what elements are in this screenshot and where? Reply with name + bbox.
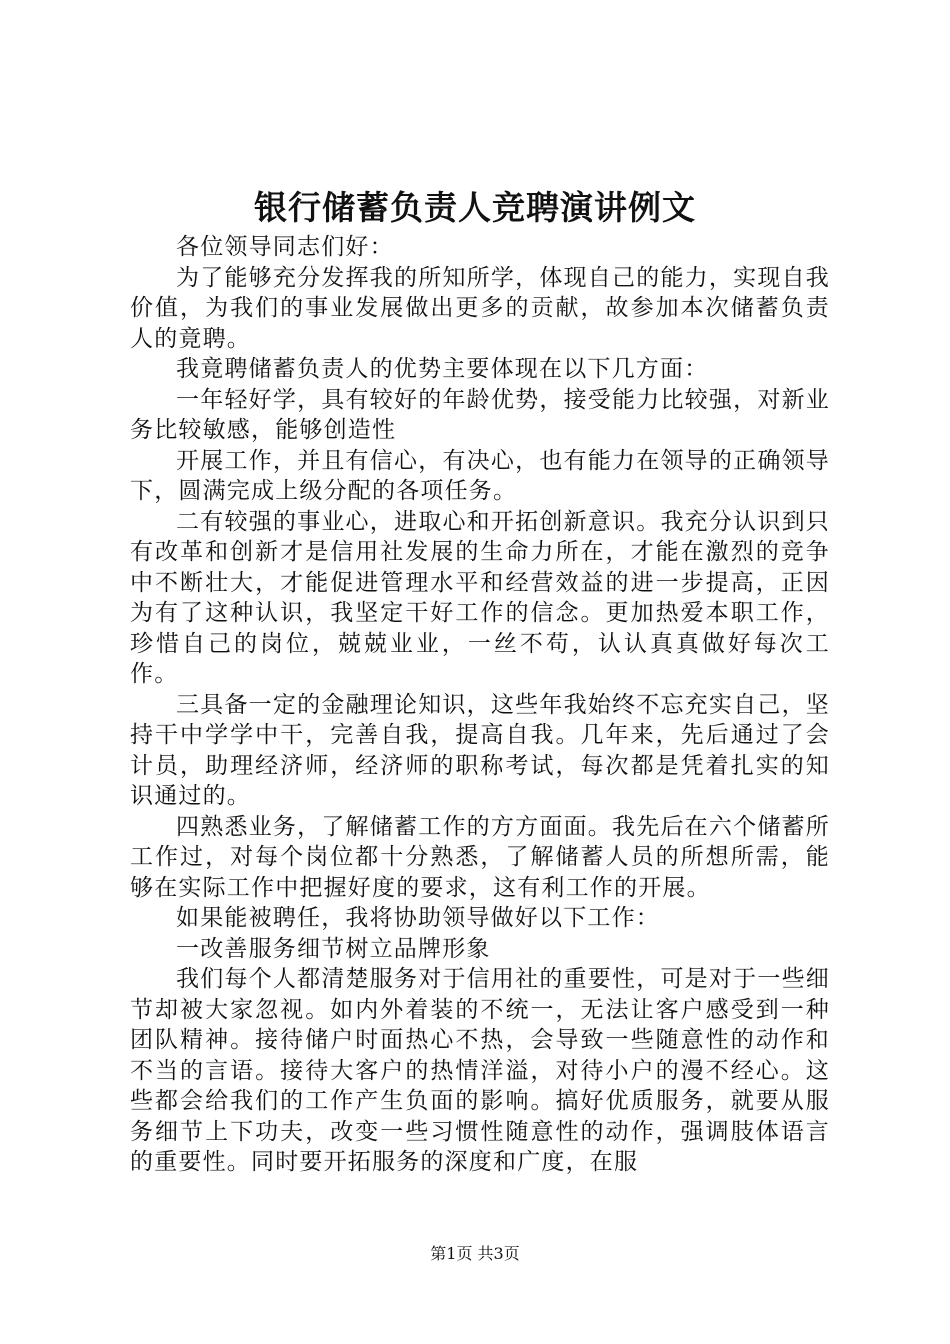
- paragraph-plan-one-heading: 一改善服务细节树立品牌形象: [176, 935, 491, 962]
- paragraph-advantage-one: 一年轻好学，具有较好的年龄优势，接受能力比较强，对新业务比较敏感，能够创造性: [130, 386, 830, 443]
- paragraph-advantage-three: 三具备一定的金融理论知识，这些年我始终不忘充实自己，坚持干中学学中干，完善自我，提高自我。几年来，先后通过了会计员，助理经济师，经济师的职称考试，每次都是凭着扎实的知识通过的。: [130, 691, 830, 809]
- document-title: 银行储蓄负责人竞聘演讲例文: [254, 188, 696, 227]
- paragraph-advantages-heading: 我竟聘储蓄负责人的优势主要体现在以下几方面：: [176, 356, 709, 382]
- paragraph-plan-one-body: 我们每个人都清楚服务对于信用社的重要性，可是对于一些细节却被大家忽视。如内外着装的不统一，无法让客户感受到一种团队精神。接待储户时面热心不热，会导致一些随意性的动作和不当的言语。接待大客户的热情洋溢，对待小户的漫不经心。这些都会给我们的工作产生负面的影响。搞好优质服务，就要从服务细节上下功夫，改变一些习惯性随意性的动作，强调肢体语言的重要性。同时要开拓服务的深度和广度，在服: [130, 966, 830, 1175]
- paragraph-greeting: 各位领导同志们好：: [176, 234, 394, 260]
- paragraph-advantage-one-continued: 开展工作，并且有信心，有决心，也有能力在领导的正确领导下，圆满完成上级分配的各项任务。: [130, 447, 830, 504]
- paragraph-advantage-two: 二有较强的事业心，进取心和开拓创新意识。我充分认识到只有改革和创新才是信用社发展的生命力所在，才能在激烈的竞争中不断壮大，才能促进管理水平和经营效益的进一步提高，正因为有了这种认识，我坚定干好工作的信念。更加热爱本职工作，珍惜自己的岗位，兢兢业业，一丝不苟，认认真真做好每次工作。: [130, 508, 830, 687]
- page-footer: 第1页 共3页: [430, 1244, 520, 1263]
- paragraph-plan-heading: 如果能被聘任，我将协助领导做好以下工作：: [176, 905, 660, 931]
- paragraph-advantage-four: 四熟悉业务，了解储蓄工作的方方面面。我先后在六个储蓄所工作过，对每个岗位都十分熟悉，了解储蓄人员的所想所需，能够在实际工作中把握好度的要求，这有利工作的开展。: [130, 813, 830, 901]
- document-body: [130, 232, 830, 1178]
- paragraph-intro: 为了能够充分发挥我的所知所学，体现自己的能力，实现自我价值，为我们的事业发展做出更多的贡献，故参加本次储蓄负责人的竟聘。: [130, 264, 830, 352]
